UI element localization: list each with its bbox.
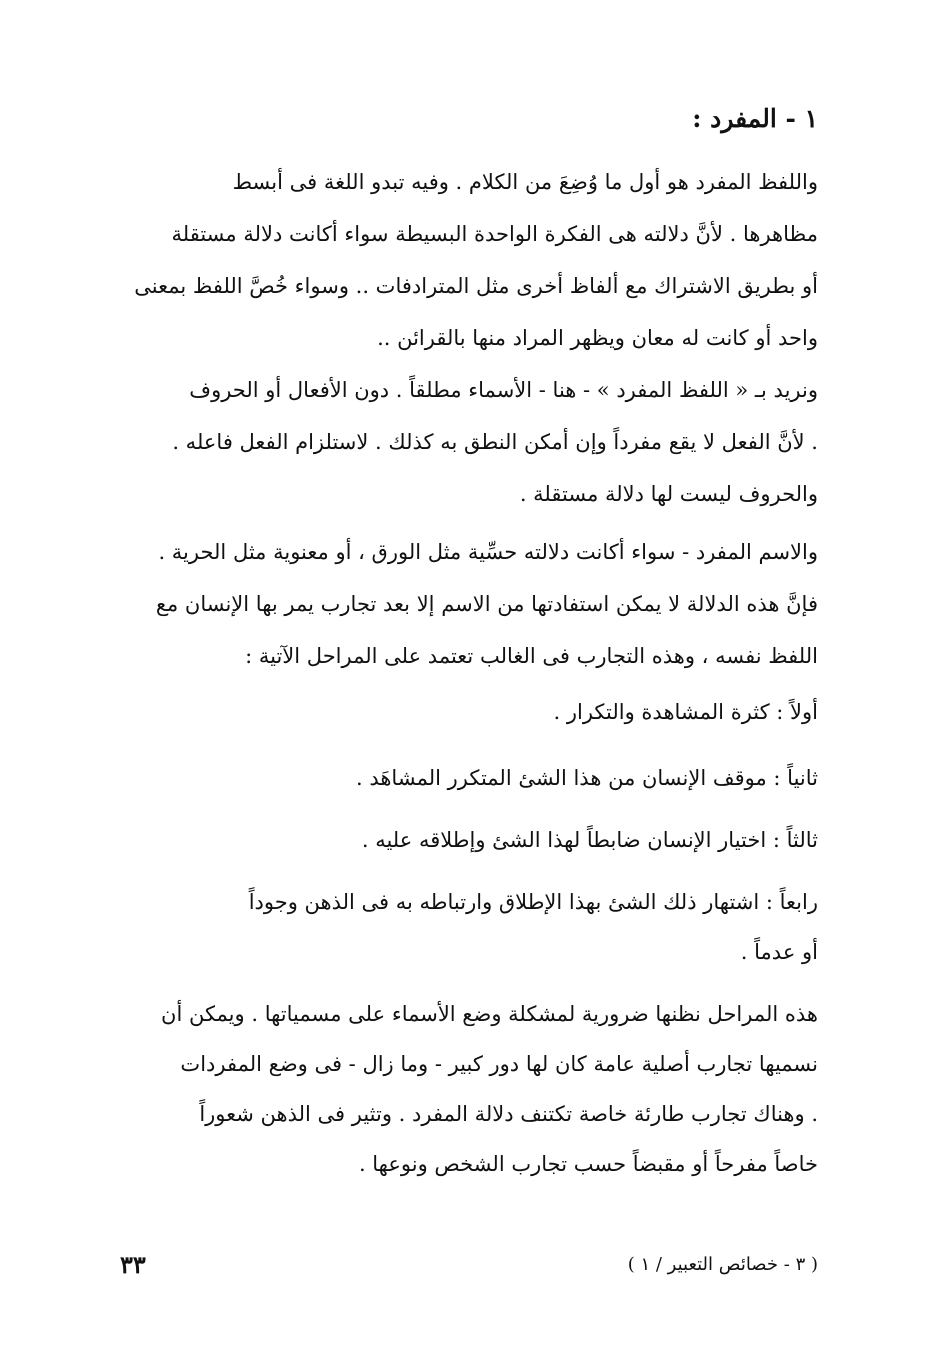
closing-paragraph (108, 1002, 818, 1202)
paragraph-line: أو بطريق الاشتراك مع ألفاظ أخرى مثل المترادفات .. وسواء خُصَّ اللفظ بمعنى (134, 274, 818, 298)
stage-item: ثالثاً : اختيار الإنسان ضابطاً لهذا الشئ وإطلاقه عليه . (361, 828, 818, 852)
page-number: ٣٣ (120, 1250, 146, 1279)
paragraph-line: واحد أو كانت له معان ويظهر المراد منها بالقرائن .. (377, 326, 818, 350)
stage-item: رابعاً : اشتهار ذلك الشئ بهذا الإطلاق وارتباطه به فى الذهن وجوداً (248, 890, 818, 914)
section-heading: ١ - المفرد : (692, 104, 818, 133)
stage-item: أو عدماً . (740, 940, 818, 964)
paragraph-3 (108, 540, 818, 680)
paragraph-1 (108, 170, 818, 370)
paragraph-line: مظاهرها . لأنَّ دلالته هى الفكرة الواحدة البسيطة سواء أكانت دلالة مستقلة (171, 222, 818, 246)
stages-list (108, 700, 818, 980)
paragraph-line: . لأنَّ الفعل لا يقع مفرداً وإن أمكن النطق به كذلك . لاستلزام الفعل فاعله . (172, 430, 818, 454)
paragraph-2 (108, 378, 818, 518)
stage-item: أولاً : كثرة المشاهدة والتكرار . (553, 700, 818, 724)
paragraph-line: اللفظ نفسه ، وهذه التجارب فى الغالب تعتمد على المراحل الآتية : (245, 644, 818, 668)
paragraph-line: والحروف ليست لها دلالة مستقلة . (519, 482, 818, 506)
paragraph-line: هذه المراحل نظنها ضرورية لمشكلة وضع الأسماء على مسمياتها . ويمكن أن (161, 1002, 818, 1026)
paragraph-line: نسميها تجارب أصلية عامة كان لها دور كبير - وما زال - فى وضع المفردات (180, 1052, 818, 1076)
paragraph-line: ونريد بـ « اللفظ المفرد » - هنا - الأسماء مطلقاً . دون الأفعال أو الحروف (189, 378, 818, 402)
paragraph-line: خاصاً مفرحاً أو مقبضاً حسب تجارب الشخص ونوعها . (358, 1152, 818, 1176)
footer-book-title: ( ٣ - خصائص التعبير / ١ ) (627, 1254, 818, 1275)
paragraph-line: . وهناك تجارب طارئة خاصة تكتنف دلالة المفرد . وتثير فى الذهن شعوراً (199, 1102, 818, 1126)
paragraph-line: فإنَّ هذه الدلالة لا يمكن استفادتها من الاسم إلا بعد تجارب يمر بها الإنسان مع (155, 592, 818, 616)
stage-item: ثانياً : موقف الإنسان من هذا الشئ المتكرر المشاهَد . (355, 766, 818, 790)
paragraph-line: والاسم المفرد - سواء أكانت دلالته حسِّية مثل الورق ، أو معنوية مثل الحرية . (158, 540, 818, 564)
paragraph-line: واللفظ المفرد هو أول ما وُضِعَ من الكلام . وفيه تبدو اللغة فى أبسط (232, 170, 818, 194)
